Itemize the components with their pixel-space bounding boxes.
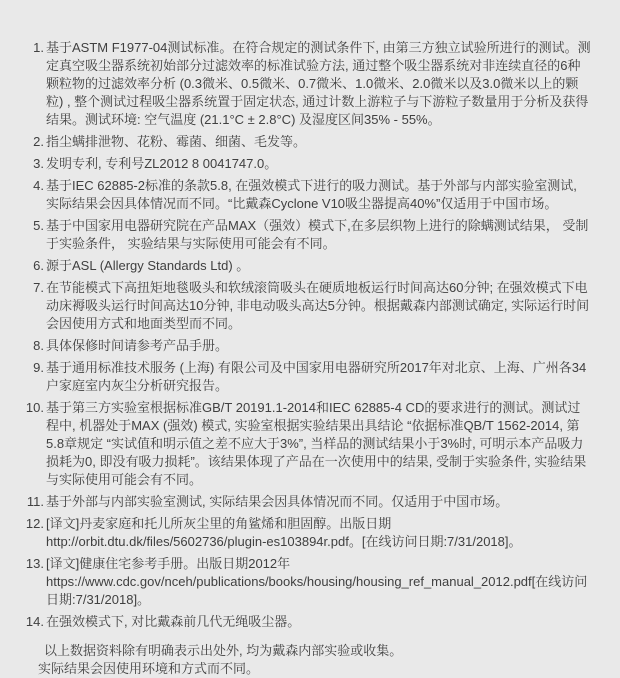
item-number: 6. [33,258,44,273]
list-item [18,555,592,609]
item-number: 13. [25,556,44,571]
item-number: 10. [25,400,44,415]
list-item [18,337,592,355]
item-number: 8. [33,338,44,353]
list-item [18,613,592,631]
item-number: 1. [33,40,44,55]
item-text: 在强效模式下, 对比戴森前几代无绳吸尘器。 [46,614,301,629]
list-item [18,493,592,511]
item-number: 12. [25,516,44,531]
footnotes-list [18,39,592,631]
list-item [18,515,592,551]
item-text: 指尘螨排泄物、花粉、霉菌、细菌、毛发等。 [46,134,307,149]
item-text: 基于ASTM F1977-04测试标准。在符合规定的测试条件下, 由第三方独立试验所进行的测试。测定真空吸尘器系统初始部分过滤效率的标准试验方法, 通过整个吸尘器系统对非连续直径的6种颗粒物的过滤效率分析 (0.3微米、0.5微米、0.7微米、1.0微米、2.0微米以及3.0微米以上的颗粒) , 整个测试过程吸尘器系统置于固定状态, 通过计数上游粒子与下游粒子数量用于分析及获得结果。测试环境: 空气温度 (21.1°C ± 2.8°C) 及湿度区间35% - 55%。 [46,40,591,127]
item-text: 基于中国家用电器研究院在产品MAX（强效）模式下,在多层织物上进行的除螨测试结果， 受制于实验条件， 实验结果与实际使用可能会有不同。 [46,218,589,251]
list-item [18,39,592,129]
item-text: 源于ASL (Allergy Standards Ltd) 。 [46,258,250,273]
item-text: [译文]丹麦家庭和托儿所灰尘里的角鲨烯和胆固醇。出版日期http://orbit.dtu.dk/files/5602736/plugin-es103894r.pdf。[在线访问日期:7/31/2018]。 [46,516,522,549]
item-text: [译文]健康住宅参考手册。出版日期2012年https://www.cdc.gov/nceh/publications/books/housing/housing_ref_manual_2012.pdf[在线访问日期:7/31/2018]。 [46,556,588,607]
item-number: 9. [33,360,44,375]
item-text: 基于IEC 62885-2标准的条款5.8, 在强效模式下进行的吸力测试。基于外部与内部实验室测试, 实际结果会因具体情况而不同。“比戴森Cyclone V10吸尘器提高40%”仅适用于中国市场。 [46,178,577,211]
list-item [18,177,592,213]
footer-line-results: 实际结果会因使用环境和方式而不同。 [38,661,260,676]
item-number: 5. [33,218,44,233]
item-text: 基于外部与内部实验室测试, 实际结果会因具体情况而不同。仅适用于中国市场。 [46,494,509,509]
list-item [18,399,592,489]
item-number: 7. [33,280,44,295]
list-item [18,279,592,333]
item-number: 3. [33,156,44,171]
item-text: 在节能模式下高扭矩地毯吸头和软绒滚筒吸头在硬质地板运行时间高达60分钟; 在强效模式下电动床褥吸头运行时间高达10分钟, 非电动吸头高达5分钟。根据戴森内部测试确定, 实际运行时间会因使用方式和地面类型而不同。 [46,280,590,331]
item-number: 14. [25,614,44,629]
item-number: 2. [33,134,44,149]
item-text: 基于通用标准技术服务 (上海) 有限公司及中国家用电器研究所2017年对北京、上海、广州各34户家庭室内灰尘分析研究报告。 [46,360,587,393]
list-item [18,257,592,275]
footer-line-source: 以上数据资料除有明确表示出处外, 均为戴森内部实验或收集。 [44,643,403,658]
item-text: 发明专利, 专利号ZL2012 8 0041747.0。 [46,156,278,171]
footer-note [18,642,592,678]
item-number: 4. [33,178,44,193]
item-text: 基于第三方实验室根据标准GB/T 20191.1-2014和IEC 62885-4 CD的要求进行的测试。测试过程中, 机器处于MAX (强效) 模式, 实验室根据实验结果出具结论 “依据标准QB/T 1562-2014, 第5.8章规定 “实试值和明示值之差不应大于3%”, 当样品的测试结果小于3%时, 可明示本产品吸力损耗为0, 即没有吸力损耗”。该结果体现了产品在一次使用中的结果, 受制于实验条件, 实验结果与实际使用可能会有不同。 [46,400,587,487]
list-item [18,217,592,253]
list-item [18,133,592,151]
item-text: 具体保修时间请参考产品手册。 [46,338,229,353]
list-item [18,155,592,173]
list-item [18,359,592,395]
item-number: 11. [26,494,44,509]
